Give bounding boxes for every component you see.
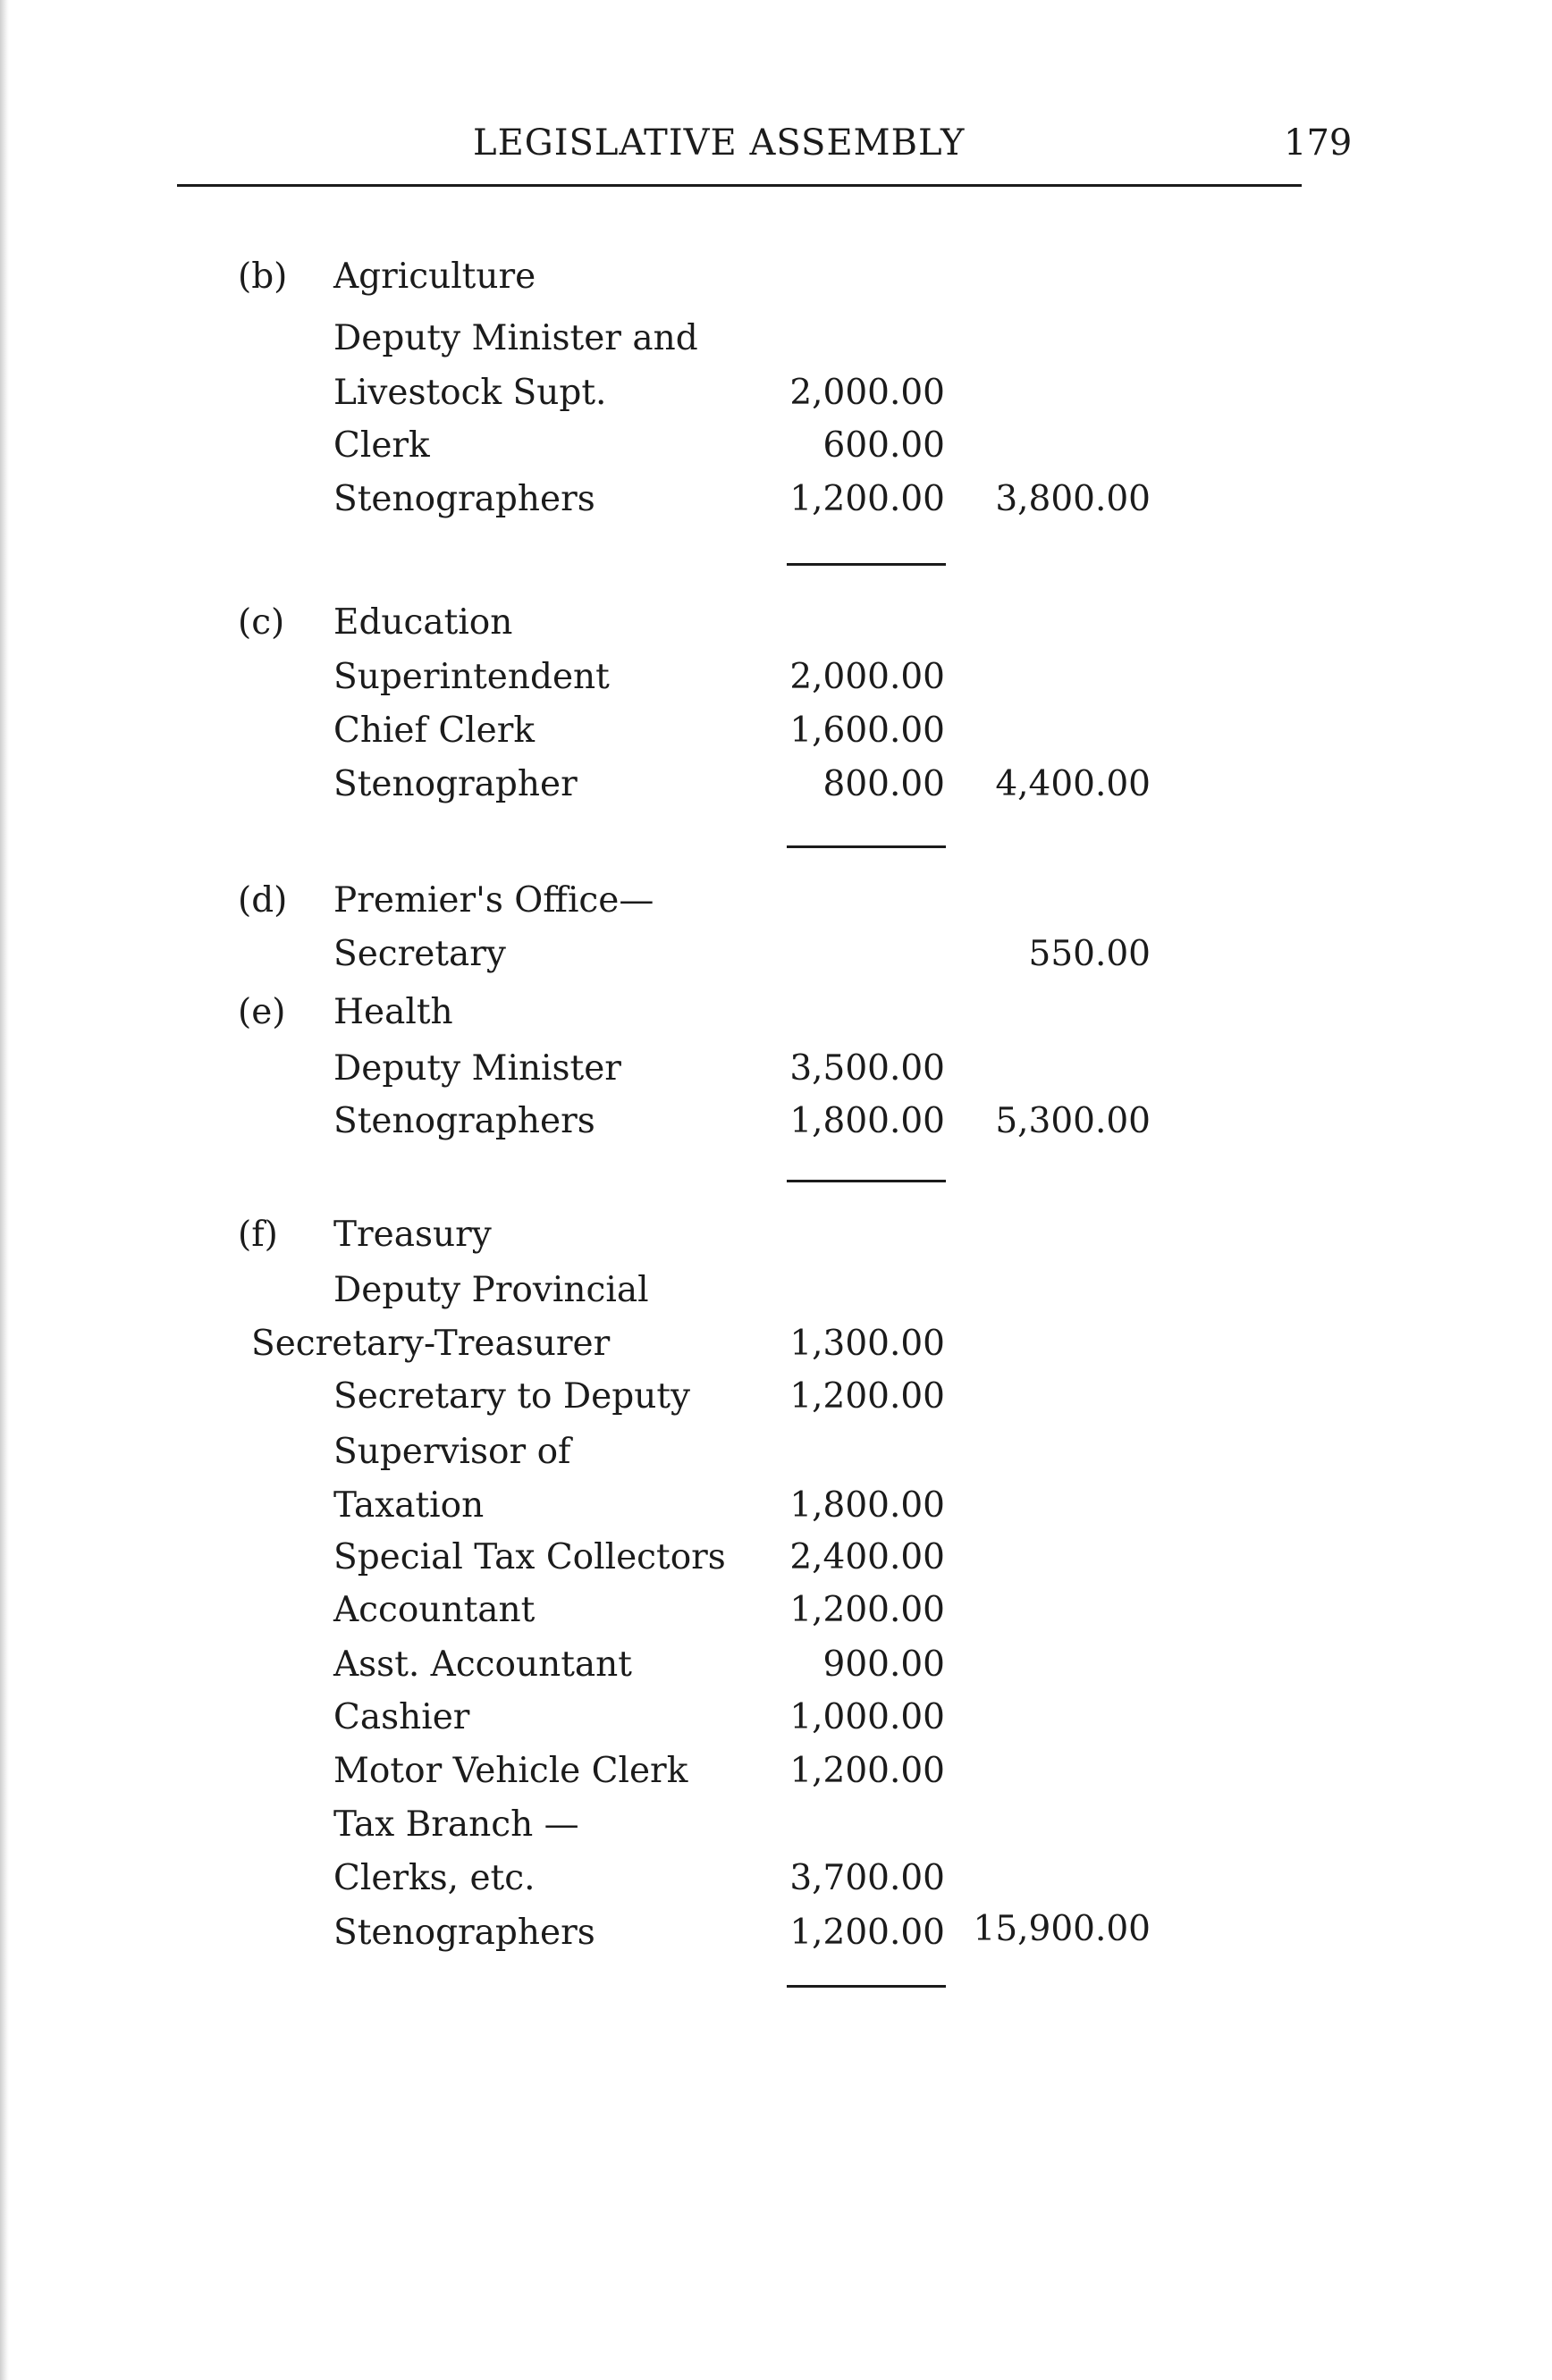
section-c-letter: (c) <box>238 602 285 643</box>
section-e-subtotal-rule <box>787 1180 946 1182</box>
section-f-row-label: Asst. Accountant <box>333 1644 632 1685</box>
section-f-row-label: Secretary to Deputy <box>333 1376 691 1417</box>
running-header-title: LEGISLATIVE ASSEMBLY <box>473 122 966 164</box>
section-d-title: Premier's Office— <box>333 880 654 921</box>
section-f-row-label: Cashier <box>333 1697 470 1737</box>
section-e-row-label: Stenographers <box>333 1101 595 1141</box>
section-b-letter: (b) <box>238 257 288 297</box>
section-c-row-label: Chief Clerk <box>333 711 536 751</box>
section-e-row-label: Deputy Minister <box>333 1048 621 1089</box>
section-c-row-label: Stenographer <box>333 764 578 804</box>
section-f-row-label: Secretary-Treasurer <box>251 1324 611 1364</box>
section-f-row-label: Deputy Provincial <box>333 1270 649 1310</box>
section-e-title: Health <box>333 992 453 1032</box>
section-f-letter: (f) <box>238 1215 278 1255</box>
section-d-letter: (d) <box>238 880 288 921</box>
section-f-subtotal-rule <box>787 1985 946 1988</box>
section-b-row-label: Livestock Supt. <box>333 373 607 413</box>
section-d-row-label: Secretary <box>333 934 506 974</box>
page-spine-shadow <box>0 0 9 2380</box>
section-f-title: Treasury <box>333 1215 492 1255</box>
section-b-row-label: Stenographers <box>333 479 595 519</box>
section-b-subtotal-rule <box>787 563 946 566</box>
section-e-letter: (e) <box>238 992 286 1032</box>
section-b-row-label: Deputy Minister and <box>333 318 698 358</box>
section-f-row-label: Supervisor of <box>333 1432 571 1472</box>
section-c-title: Education <box>333 602 513 643</box>
section-b-title: Agriculture <box>333 257 536 297</box>
section-f-row-label: Stenographers <box>333 1913 595 1953</box>
section-c-row-label: Superintendent <box>333 657 610 697</box>
section-c-subtotal-rule <box>787 845 946 848</box>
section-f-row-label: Taxation <box>333 1485 485 1526</box>
section-f-row-label: Motor Vehicle Clerk <box>333 1751 688 1791</box>
section-f-row-label: Clerks, etc. <box>333 1858 536 1898</box>
section-f-row-label: Tax Branch — <box>333 1804 579 1845</box>
page-number: 179 <box>1284 122 1353 164</box>
section-f-row-label: Special Tax Collectors <box>333 1537 726 1577</box>
section-b-row-label: Clerk <box>333 425 430 466</box>
header-rule <box>177 184 1302 187</box>
section-f-row-label: Accountant <box>333 1590 536 1630</box>
